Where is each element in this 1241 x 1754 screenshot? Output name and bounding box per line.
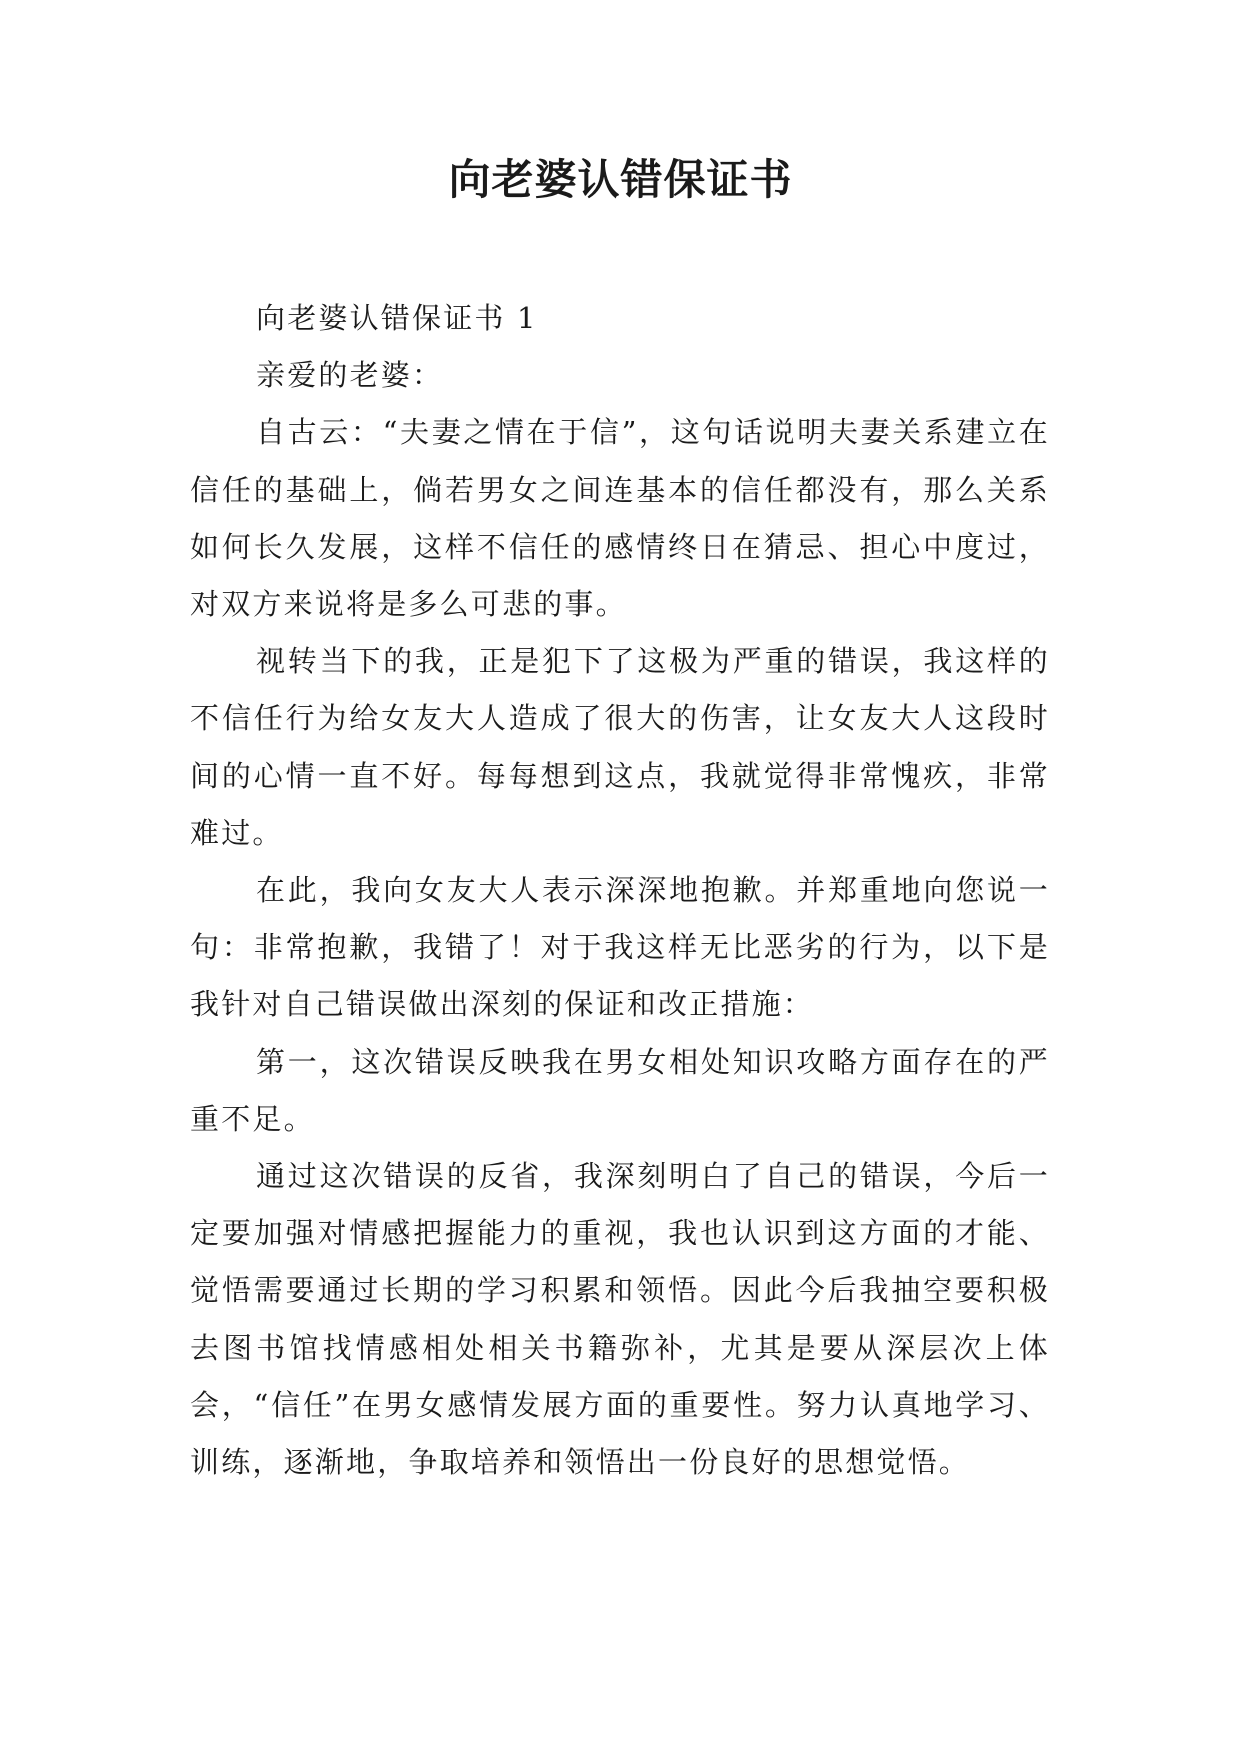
paragraph-5: 通过这次错误的反省，我深刻明白了自己的错误，今后一定要加强对情感把握能力的重视，我也认识到这方面的才能、觉悟需要通过长期的学习积累和领悟。因此今后我抽空要积极去图书馆找情感相处相关书籍弥补，尤其是要从深层次上体会，“信任”在男女感情发展方面的重要性。努力认真地学习、训练，逐渐地，争取培养和领悟出一份良好的思想觉悟。	[190, 1159, 1050, 1480]
document-title: 向老婆认错保证书	[448, 155, 793, 204]
salutation: 亲爱的老婆：	[256, 358, 444, 393]
paragraph-2: 视转当下的我，正是犯下了这极为严重的错误，我这样的不信任行为给女友大人造成了很大的伤害，让女友大人这段时间的心情一直不好。每每想到这点，我就觉得非常愧疚，非常难过。	[190, 644, 1050, 850]
paragraph-4: 第一，这次错误反映我在男女相处知识攻略方面存在的严重不足。	[190, 1044, 1050, 1136]
section-heading: 向老婆认错保证书 1	[256, 301, 538, 335]
paragraph-1: 自古云：“夫妻之情在于信”，这句话说明夫妻关系建立在信任的基础上，倘若男女之间连基本的信任都没有，那么关系如何长久发展，这样不信任的感情终日在猜忌、担心中度过，对双方来说将是多么可悲的事。	[190, 415, 1050, 622]
paragraph-3: 在此，我向女友大人表示深深地抱歉。并郑重地向您说一句：非常抱歉，我错了！对于我这样无比恶劣的行为，以下是我针对自己错误做出深刻的保证和改正措施：	[190, 873, 1050, 1022]
document-body	[190, 290, 1050, 1491]
